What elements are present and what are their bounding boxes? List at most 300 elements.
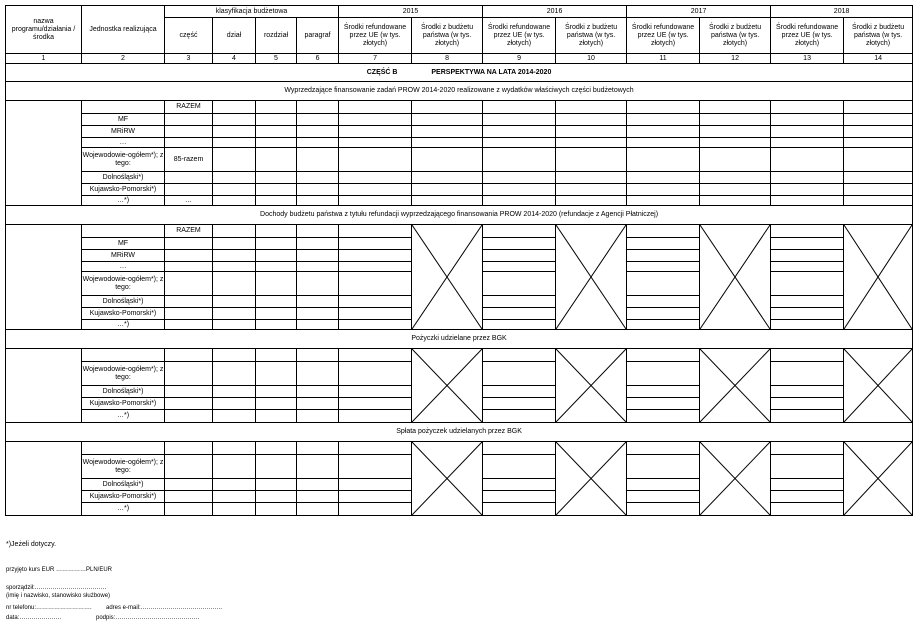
- col-number: 2: [82, 54, 165, 64]
- program-name-cell: [6, 349, 82, 423]
- classification-cell: [256, 479, 297, 491]
- ue-value-cell: [483, 101, 556, 114]
- bp-value-cell: [556, 172, 627, 184]
- table-row: [6, 349, 913, 362]
- prepared-by-caption: (imię i nazwisko, stanowisko służbowe): [6, 593, 111, 599]
- ue-value-cell: [483, 148, 556, 172]
- classification-cell: [256, 503, 297, 516]
- ue-value-cell: [339, 362, 412, 386]
- col-number: 7: [339, 54, 412, 64]
- ue-value-cell: [627, 296, 700, 308]
- czesc-cell: [165, 491, 213, 503]
- ue-value-cell: [627, 272, 700, 296]
- header-ue-2018: Środki refundowane przez UE (w tys. złotych): [771, 18, 844, 54]
- classification-cell: [256, 442, 297, 455]
- ue-value-cell: [771, 503, 844, 516]
- ue-value-cell: [339, 455, 412, 479]
- bp-value-cell: [844, 196, 913, 206]
- bp-value-cell: [844, 114, 913, 126]
- bp-crossed-cell: [844, 225, 913, 330]
- ue-value-cell: [483, 196, 556, 206]
- unit-cell: …*): [82, 410, 165, 423]
- unit-cell: …*): [82, 503, 165, 516]
- ue-value-cell: [627, 138, 700, 148]
- unit-cell: …*): [82, 320, 165, 330]
- classification-cell: [213, 238, 256, 250]
- classification-cell: [297, 126, 339, 138]
- classification-cell: [256, 410, 297, 423]
- classification-cell: [297, 479, 339, 491]
- unit-cell: Kujawsko-Pomorski*): [82, 398, 165, 410]
- ue-value-cell: [771, 225, 844, 238]
- classification-cell: [256, 308, 297, 320]
- ue-value-cell: [627, 184, 700, 196]
- table-row: [6, 184, 913, 196]
- classification-cell: [213, 503, 256, 516]
- bp-value-cell: [556, 196, 627, 206]
- ue-value-cell: [627, 503, 700, 516]
- ue-value-cell: [627, 386, 700, 398]
- ue-value-cell: [483, 172, 556, 184]
- cross-out-mark: [844, 442, 912, 515]
- prepared-by: sporządził:………………………………: [6, 585, 107, 591]
- header-dzial: dział: [213, 18, 256, 54]
- program-name-cell: [6, 442, 82, 516]
- ue-value-cell: [771, 250, 844, 262]
- bp-value-cell: [412, 138, 483, 148]
- ue-value-cell: [627, 442, 700, 455]
- classification-cell: [213, 362, 256, 386]
- bp-crossed-cell: [556, 442, 627, 516]
- col-number: 4: [213, 54, 256, 64]
- czesc-cell: 85-razem: [165, 148, 213, 172]
- classification-cell: [256, 126, 297, 138]
- col-number: 3: [165, 54, 213, 64]
- ue-value-cell: [771, 308, 844, 320]
- czesc-cell: [165, 308, 213, 320]
- ue-value-cell: [483, 442, 556, 455]
- header-year-2017: 2017: [627, 6, 771, 18]
- cross-out-mark: [844, 225, 912, 329]
- section-row: [6, 423, 913, 442]
- bp-value-cell: [700, 172, 771, 184]
- bp-crossed-cell: [700, 349, 771, 423]
- ue-value-cell: [627, 196, 700, 206]
- czesc-cell: [165, 362, 213, 386]
- ue-value-cell: [339, 138, 412, 148]
- unit-cell: …*): [82, 196, 165, 206]
- header-paragraf: paragraf: [297, 18, 339, 54]
- ue-value-cell: [771, 479, 844, 491]
- part-b-perspective: PERSPEKTYWA NA LATA 2014-2020: [431, 68, 552, 76]
- classification-cell: [256, 101, 297, 114]
- bp-value-cell: [844, 148, 913, 172]
- section-row: [6, 206, 913, 225]
- col-number: 11: [627, 54, 700, 64]
- classification-cell: [256, 349, 297, 362]
- ue-value-cell: [339, 398, 412, 410]
- table-row: [6, 442, 913, 455]
- header-rozdzial: rozdział: [256, 18, 297, 54]
- ue-value-cell: [627, 101, 700, 114]
- ue-value-cell: [483, 272, 556, 296]
- ue-value-cell: [771, 148, 844, 172]
- bp-value-cell: [844, 126, 913, 138]
- ue-value-cell: [339, 320, 412, 330]
- ue-value-cell: [771, 262, 844, 272]
- ue-value-cell: [339, 308, 412, 320]
- bp-value-cell: [556, 101, 627, 114]
- classification-cell: [256, 148, 297, 172]
- classification-cell: [297, 114, 339, 126]
- unit-cell: Dolnośląski*): [82, 296, 165, 308]
- ue-value-cell: [483, 126, 556, 138]
- ue-value-cell: [771, 349, 844, 362]
- ue-value-cell: [627, 114, 700, 126]
- bp-value-cell: [844, 172, 913, 184]
- ue-value-cell: [339, 196, 412, 206]
- czesc-cell: [165, 172, 213, 184]
- ue-value-cell: [483, 455, 556, 479]
- bp-value-cell: [844, 101, 913, 114]
- classification-cell: [213, 148, 256, 172]
- ue-value-cell: [339, 225, 412, 238]
- ue-value-cell: [771, 410, 844, 423]
- ue-value-cell: [771, 272, 844, 296]
- ue-value-cell: [483, 398, 556, 410]
- classification-cell: [297, 503, 339, 516]
- bp-value-cell: [556, 126, 627, 138]
- ue-value-cell: [483, 184, 556, 196]
- bp-value-cell: [700, 148, 771, 172]
- footnote: *)Jeżeli dotyczy.: [6, 541, 57, 548]
- unit-cell: MF: [82, 114, 165, 126]
- bp-crossed-cell: [412, 349, 483, 423]
- cross-out-mark: [700, 349, 770, 422]
- ue-value-cell: [771, 362, 844, 386]
- unit-cell: Wojewodowie-ogółem*); z tego:: [82, 362, 165, 386]
- ue-value-cell: [483, 491, 556, 503]
- classification-cell: [213, 262, 256, 272]
- header-unit: Jednostka realizująca: [82, 6, 165, 54]
- section-row: [6, 330, 913, 349]
- classification-cell: [297, 442, 339, 455]
- classification-cell: [297, 250, 339, 262]
- classification-cell: [256, 114, 297, 126]
- ue-value-cell: [339, 410, 412, 423]
- classification-cell: [213, 250, 256, 262]
- part-b-label: CZĘŚĆ B: [366, 68, 398, 76]
- bp-value-cell: [412, 196, 483, 206]
- unit-cell: MRiRW: [82, 126, 165, 138]
- ue-value-cell: [627, 491, 700, 503]
- bp-value-cell: [700, 114, 771, 126]
- table-row: [6, 196, 913, 206]
- classification-cell: [213, 114, 256, 126]
- col-number: 13: [771, 54, 844, 64]
- czesc-cell: [165, 184, 213, 196]
- bp-crossed-cell: [844, 349, 913, 423]
- unit-cell: MRiRW: [82, 250, 165, 262]
- bp-value-cell: [556, 138, 627, 148]
- section-row: [6, 82, 913, 101]
- header-year-2016: 2016: [483, 6, 627, 18]
- bp-crossed-cell: [412, 225, 483, 330]
- ue-value-cell: [771, 114, 844, 126]
- classification-cell: [297, 172, 339, 184]
- czesc-cell: [165, 349, 213, 362]
- czesc-cell: [165, 386, 213, 398]
- classification-cell: [213, 184, 256, 196]
- cross-out-mark: [412, 442, 482, 515]
- section-title-s1: Wyprzedzające finansowanie zadań PROW 2014-2020 realizowane z wydatków właściwych części budżetowych: [6, 82, 913, 101]
- classification-cell: [297, 491, 339, 503]
- classification-cell: [256, 184, 297, 196]
- classification-cell: [213, 410, 256, 423]
- ue-value-cell: [627, 225, 700, 238]
- ue-value-cell: [627, 320, 700, 330]
- czesc-cell: [165, 398, 213, 410]
- header-program: nazwa programu/działania /środka: [6, 6, 82, 54]
- classification-cell: [213, 172, 256, 184]
- phone-field: nr telefonu:……………………….: [6, 605, 92, 611]
- classification-cell: [213, 138, 256, 148]
- czesc-cell: [165, 238, 213, 250]
- bp-value-cell: [412, 126, 483, 138]
- czesc-cell: [165, 320, 213, 330]
- ue-value-cell: [339, 503, 412, 516]
- unit-cell: Kujawsko-Pomorski*): [82, 184, 165, 196]
- classification-cell: [213, 126, 256, 138]
- ue-value-cell: [483, 349, 556, 362]
- czesc-cell: [165, 126, 213, 138]
- signature-field: podpis:……………………………………: [96, 615, 200, 621]
- header-ue-2017: Środki refundowane przez UE (w tys. złotych): [627, 18, 700, 54]
- classification-cell: [256, 386, 297, 398]
- classification-cell: [213, 455, 256, 479]
- classification-cell: [256, 362, 297, 386]
- cross-out-mark: [700, 442, 770, 515]
- column-numbers-row: [6, 54, 913, 64]
- table-row: [6, 148, 913, 172]
- ue-value-cell: [339, 479, 412, 491]
- bp-crossed-cell: [844, 442, 913, 516]
- table-row: [6, 101, 913, 114]
- bp-value-cell: [556, 148, 627, 172]
- ue-value-cell: [339, 349, 412, 362]
- col-number: 12: [700, 54, 771, 64]
- bp-value-cell: [412, 172, 483, 184]
- bp-crossed-cell: [412, 442, 483, 516]
- ue-value-cell: [771, 491, 844, 503]
- ue-value-cell: [627, 398, 700, 410]
- ue-value-cell: [627, 250, 700, 262]
- ue-value-cell: [339, 262, 412, 272]
- ue-value-cell: [627, 308, 700, 320]
- unit-cell: Wojewodowie-ogółem*); z tego:: [82, 455, 165, 479]
- table-row: [6, 225, 913, 238]
- ue-value-cell: [483, 479, 556, 491]
- classification-cell: [256, 172, 297, 184]
- ue-value-cell: [339, 491, 412, 503]
- ue-value-cell: [627, 349, 700, 362]
- ue-value-cell: [627, 148, 700, 172]
- ue-value-cell: [627, 238, 700, 250]
- ue-value-cell: [339, 126, 412, 138]
- unit-cell: Kujawsko-Pomorski*): [82, 308, 165, 320]
- ue-value-cell: [771, 172, 844, 184]
- classification-cell: [297, 101, 339, 114]
- classification-cell: [297, 184, 339, 196]
- ue-value-cell: [339, 172, 412, 184]
- classification-cell: [297, 225, 339, 238]
- cross-out-mark: [412, 349, 482, 422]
- czesc-cell: [165, 138, 213, 148]
- cross-out-mark: [700, 225, 770, 329]
- classification-cell: [256, 238, 297, 250]
- ue-value-cell: [483, 238, 556, 250]
- classification-cell: [213, 196, 256, 206]
- classification-cell: [256, 296, 297, 308]
- classification-cell: [256, 398, 297, 410]
- bp-value-cell: [412, 184, 483, 196]
- classification-cell: [297, 410, 339, 423]
- bp-value-cell: [700, 126, 771, 138]
- ue-value-cell: [627, 172, 700, 184]
- czesc-cell: …: [165, 196, 213, 206]
- bp-value-cell: [700, 196, 771, 206]
- header-bp-2016: Środki z budżetu państwa (w tys. złotych): [556, 18, 627, 54]
- classification-cell: [256, 320, 297, 330]
- classification-cell: [213, 349, 256, 362]
- header-bp-2018: Środki z budżetu państwa (w tys. złotych): [844, 18, 913, 54]
- ue-value-cell: [483, 410, 556, 423]
- unit-cell: MF: [82, 238, 165, 250]
- czesc-cell: RAZEM: [165, 101, 213, 114]
- classification-cell: [297, 138, 339, 148]
- czesc-cell: [165, 114, 213, 126]
- ue-value-cell: [339, 238, 412, 250]
- bp-crossed-cell: [700, 442, 771, 516]
- classification-cell: [297, 196, 339, 206]
- ue-value-cell: [771, 455, 844, 479]
- classification-cell: [213, 272, 256, 296]
- classification-cell: [256, 491, 297, 503]
- ue-value-cell: [483, 296, 556, 308]
- program-name-cell: [6, 225, 82, 330]
- classification-cell: [213, 225, 256, 238]
- ue-value-cell: [339, 442, 412, 455]
- classification-cell: [297, 386, 339, 398]
- classification-cell: [297, 455, 339, 479]
- ue-value-cell: [483, 362, 556, 386]
- col-number: 5: [256, 54, 297, 64]
- cross-out-mark: [844, 349, 912, 422]
- ue-value-cell: [771, 101, 844, 114]
- bp-value-cell: [556, 184, 627, 196]
- bp-crossed-cell: [700, 225, 771, 330]
- ue-value-cell: [627, 262, 700, 272]
- cross-out-mark: [556, 349, 626, 422]
- ue-value-cell: [339, 272, 412, 296]
- header-bp-2017: Środki z budżetu państwa (w tys. złotych): [700, 18, 771, 54]
- program-name-cell: [6, 101, 82, 206]
- czesc-cell: [165, 455, 213, 479]
- ue-value-cell: [483, 503, 556, 516]
- ue-value-cell: [771, 442, 844, 455]
- header-classification: klasyfikacja budżetowa: [165, 6, 339, 18]
- classification-cell: [297, 398, 339, 410]
- classification-cell: [213, 296, 256, 308]
- classification-cell: [297, 362, 339, 386]
- section-title-s4: Spłata pożyczek udzielanych przez BGK: [6, 423, 913, 442]
- header-year-2015: 2015: [339, 6, 483, 18]
- table-row: [6, 172, 913, 184]
- ue-value-cell: [339, 386, 412, 398]
- unit-cell: Dolnośląski*): [82, 172, 165, 184]
- ue-value-cell: [771, 398, 844, 410]
- unit-cell: …: [82, 138, 165, 148]
- header-bp-2015: Środki z budżetu państwa (w tys. złotych): [412, 18, 483, 54]
- part-b-title: [6, 64, 913, 82]
- classification-cell: [297, 238, 339, 250]
- col-number: 1: [6, 54, 82, 64]
- classification-cell: [213, 386, 256, 398]
- czesc-cell: [165, 410, 213, 423]
- classification-cell: [297, 272, 339, 296]
- col-number: 14: [844, 54, 913, 64]
- classification-cell: [297, 296, 339, 308]
- classification-cell: [213, 491, 256, 503]
- email-field: adres e-mail:…………………………………..: [106, 605, 223, 611]
- classification-cell: [256, 455, 297, 479]
- date-field: data:…………………: [6, 615, 62, 621]
- unit-cell: Dolnośląski*): [82, 386, 165, 398]
- ue-value-cell: [483, 320, 556, 330]
- ue-value-cell: [483, 262, 556, 272]
- cross-out-mark: [556, 442, 626, 515]
- bp-value-cell: [844, 138, 913, 148]
- ue-value-cell: [771, 320, 844, 330]
- ue-value-cell: [627, 126, 700, 138]
- col-number: 6: [297, 54, 339, 64]
- budget-table: [5, 5, 913, 516]
- ue-value-cell: [483, 138, 556, 148]
- ue-value-cell: [771, 138, 844, 148]
- cross-out-mark: [412, 225, 482, 329]
- section-title-s3: Pożyczki udzielane przez BGK: [6, 330, 913, 349]
- part-b-row: [6, 64, 913, 82]
- header-czesc: część: [165, 18, 213, 54]
- classification-cell: [256, 138, 297, 148]
- ue-value-cell: [339, 184, 412, 196]
- classification-cell: [297, 308, 339, 320]
- classification-cell: [213, 320, 256, 330]
- czesc-cell: [165, 442, 213, 455]
- unit-cell: Dolnośląski*): [82, 479, 165, 491]
- classification-cell: [297, 148, 339, 172]
- ue-value-cell: [627, 479, 700, 491]
- bp-value-cell: [700, 138, 771, 148]
- czesc-cell: [165, 262, 213, 272]
- czesc-cell: [165, 296, 213, 308]
- unit-cell: Wojewodowie-ogółem*); z tego:: [82, 148, 165, 172]
- unit-cell: …: [82, 262, 165, 272]
- czesc-cell: [165, 250, 213, 262]
- ue-value-cell: [483, 308, 556, 320]
- header-ue-2015: Środki refundowane przez UE (w tys. złotych): [339, 18, 412, 54]
- unit-cell: [82, 442, 165, 455]
